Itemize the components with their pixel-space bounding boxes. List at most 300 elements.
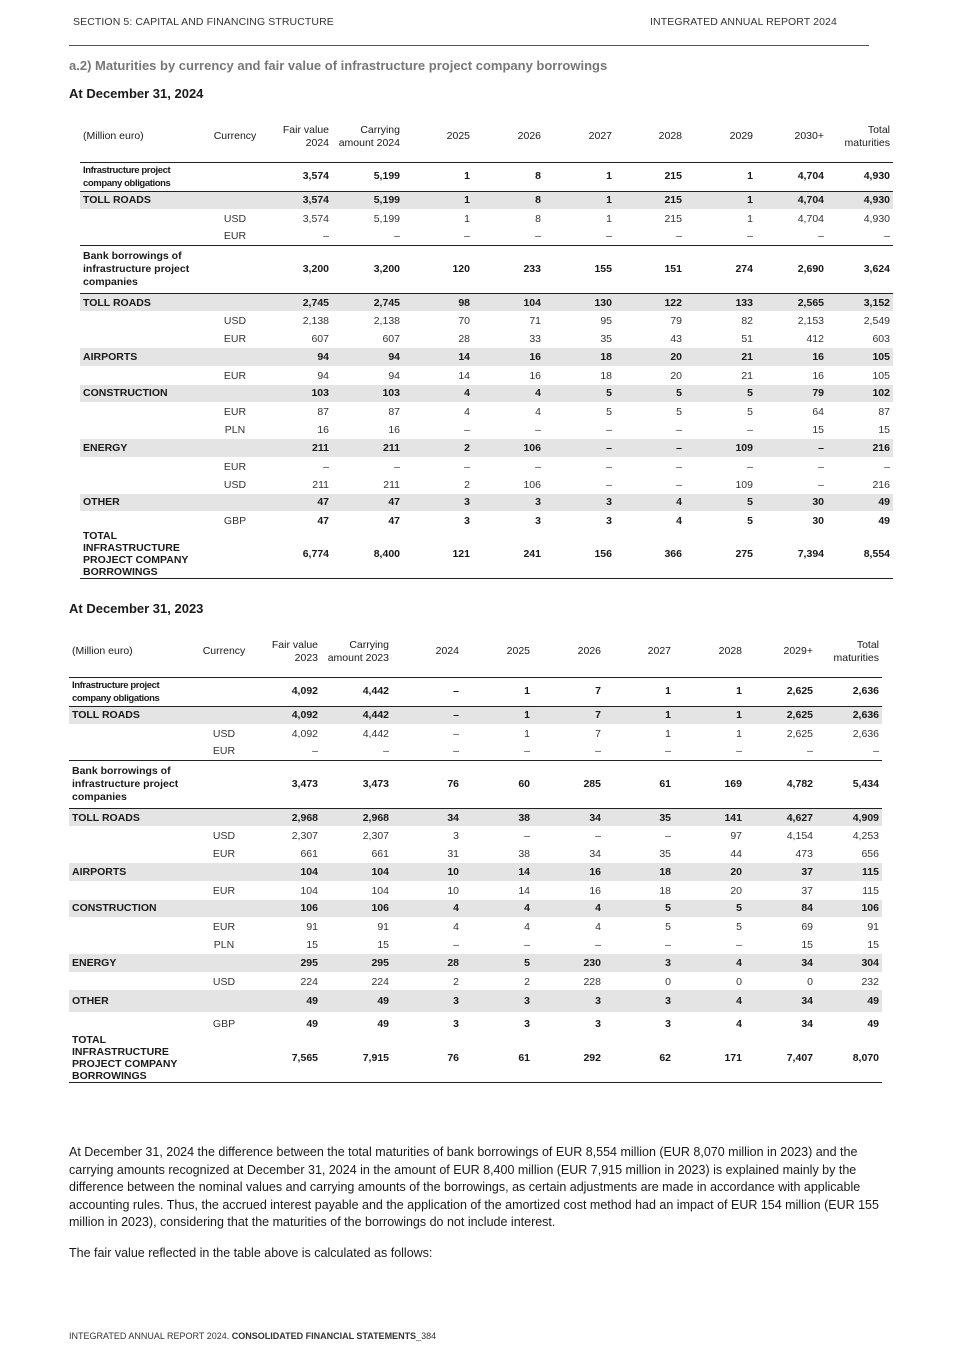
value-cell: 1 <box>604 706 674 724</box>
value-cell: 35 <box>604 809 674 827</box>
value-cell: 106 <box>816 900 882 918</box>
value-cell: – <box>323 230 329 243</box>
value-cell: 2,636 <box>852 727 879 740</box>
value-cell: 18 <box>544 348 615 366</box>
value-cell: 4 <box>595 921 601 934</box>
row-label: AIRPORTS <box>69 863 199 881</box>
value-cell: 34 <box>745 990 816 1012</box>
table-row <box>80 312 893 330</box>
column-header: Fair value 2024 <box>282 123 329 149</box>
currency-cell: PLN <box>213 938 235 951</box>
value-cell: 4,930 <box>863 170 890 182</box>
value-cell: 49 <box>306 1017 318 1030</box>
value-cell: 4,092 <box>249 706 321 724</box>
value-cell: 295 <box>321 954 392 972</box>
value-cell: – <box>818 230 824 243</box>
column-header: (Million euro) <box>83 130 144 143</box>
value-cell: – <box>524 938 530 951</box>
table-row <box>80 494 893 512</box>
value-cell: 3 <box>595 1017 601 1030</box>
running-header-report: INTEGRATED ANNUAL REPORT 2024 <box>650 16 837 28</box>
column-header: 2029 <box>729 130 753 143</box>
table-row <box>80 475 893 493</box>
value-cell: 4,154 <box>786 830 813 843</box>
value-cell: 211 <box>260 439 332 457</box>
table-row <box>80 403 893 421</box>
value-cell: – <box>394 230 400 243</box>
value-cell: 79 <box>756 385 827 403</box>
value-cell: 16 <box>317 423 329 436</box>
value-cell: 7 <box>533 706 604 724</box>
value-cell: 130 <box>544 294 615 312</box>
value-cell: 91 <box>306 921 318 934</box>
table-row <box>69 881 882 899</box>
value-cell: – <box>394 460 400 473</box>
value-cell: 7,565 <box>291 1052 318 1065</box>
value-cell: 1 <box>462 706 533 724</box>
currency-cell <box>210 162 260 191</box>
value-cell: – <box>606 460 612 473</box>
currency-cell: PLN <box>224 423 246 436</box>
currency-cell: GBP <box>212 1017 236 1030</box>
value-cell: 5,199 <box>373 212 400 225</box>
row-label <box>80 209 210 227</box>
value-cell: – <box>807 745 813 758</box>
value-cell: 102 <box>827 385 893 403</box>
value-cell: 304 <box>816 954 882 972</box>
value-cell: 8,400 <box>373 548 400 560</box>
value-cell: 473 <box>795 848 813 861</box>
row-label: TOLL ROADS <box>69 706 199 724</box>
value-cell: 2,138 <box>373 315 400 328</box>
footer-report-name: INTEGRATED ANNUAL REPORT 2024. <box>69 1331 230 1341</box>
value-cell: 275 <box>735 548 753 560</box>
currency-cell: EUR <box>212 884 236 897</box>
value-cell: – <box>818 478 824 491</box>
value-cell: 0 <box>807 975 813 988</box>
value-cell: 5 <box>604 900 674 918</box>
value-cell: 224 <box>300 975 318 988</box>
row-label <box>69 918 199 936</box>
table-row <box>69 724 882 742</box>
value-cell: 30 <box>756 494 827 512</box>
value-cell: 5 <box>747 406 753 419</box>
row-label <box>80 330 210 348</box>
table-row <box>69 900 882 918</box>
value-cell: 47 <box>260 494 332 512</box>
value-cell: 4,704 <box>797 170 824 182</box>
value-cell: 16 <box>473 348 544 366</box>
value-cell: 7,407 <box>786 1052 813 1065</box>
row-label <box>69 724 199 742</box>
value-cell: 91 <box>377 921 389 934</box>
currency-cell: GBP <box>223 515 247 528</box>
column-header: 2030+ <box>794 130 824 143</box>
value-cell: 79 <box>670 315 682 328</box>
value-cell: 49 <box>816 990 882 1012</box>
value-cell: – <box>676 478 682 491</box>
value-cell: 104 <box>249 863 321 881</box>
value-cell: 2,968 <box>321 809 392 827</box>
value-cell: 20 <box>670 369 682 382</box>
currency-cell <box>199 954 249 972</box>
value-cell: 1 <box>747 170 753 182</box>
value-cell: 51 <box>741 333 753 346</box>
table-row <box>80 294 893 312</box>
value-cell: 2 <box>403 439 473 457</box>
running-header-section: SECTION 5: CAPITAL AND FINANCING STRUCTURE <box>73 16 334 28</box>
value-cell: 2,625 <box>786 685 813 697</box>
value-cell: 47 <box>388 515 400 528</box>
value-cell: 412 <box>806 333 824 346</box>
table-row <box>69 706 882 724</box>
value-cell: 5 <box>747 515 753 528</box>
value-cell: 20 <box>615 348 685 366</box>
column-header: 2029+ <box>783 645 813 658</box>
value-cell: 49 <box>249 990 321 1012</box>
currency-cell <box>199 1034 249 1083</box>
value-cell: 105 <box>872 369 890 382</box>
value-cell: 0 <box>736 975 742 988</box>
value-cell: 34 <box>392 809 462 827</box>
value-cell: 133 <box>685 294 756 312</box>
currency-cell: EUR <box>212 745 236 758</box>
value-cell: 49 <box>867 1017 879 1030</box>
table-row <box>69 1034 882 1083</box>
column-header: 2024 <box>435 645 459 658</box>
value-cell: – <box>676 460 682 473</box>
table-row <box>80 246 893 294</box>
value-cell: – <box>544 439 615 457</box>
value-cell: 0 <box>665 975 671 988</box>
value-cell: 43 <box>670 333 682 346</box>
row-label <box>80 457 210 475</box>
value-cell: 18 <box>604 863 674 881</box>
value-cell: – <box>615 439 685 457</box>
value-cell: 3 <box>535 515 541 528</box>
value-cell: – <box>606 230 612 243</box>
table-row <box>69 1012 882 1034</box>
value-cell: 104 <box>321 863 392 881</box>
value-cell: 4 <box>533 900 604 918</box>
row-label <box>80 403 210 421</box>
value-cell: 4 <box>464 406 470 419</box>
column-header: Carrying amount 2024 <box>338 123 400 149</box>
value-cell: 2 <box>524 975 530 988</box>
table-row <box>80 366 893 384</box>
currency-cell: EUR <box>212 848 236 861</box>
value-cell: 8,070 <box>852 1052 879 1065</box>
table-row <box>69 677 882 706</box>
value-cell: 4,627 <box>745 809 816 827</box>
currency-cell <box>210 494 260 512</box>
value-cell: 4,092 <box>291 685 318 697</box>
value-cell: 1 <box>544 191 615 209</box>
value-cell: 106 <box>523 478 541 491</box>
value-cell: 3 <box>453 1017 459 1030</box>
row-label: TOTAL INFRASTRUCTURE PROJECT COMPANY BORROWINGS <box>72 1034 178 1083</box>
value-cell: 16 <box>529 369 541 382</box>
value-cell: 2,153 <box>797 315 824 328</box>
currency-cell <box>199 863 249 881</box>
value-cell: 5,199 <box>373 170 400 182</box>
value-cell: 115 <box>862 884 879 897</box>
value-cell: 87 <box>878 406 890 419</box>
table-row <box>80 512 893 530</box>
value-cell: – <box>453 727 459 740</box>
value-cell: 1 <box>524 727 530 740</box>
currency-cell: USD <box>212 830 236 843</box>
value-cell: – <box>524 745 530 758</box>
value-cell: – <box>747 230 753 243</box>
value-cell: 16 <box>533 863 604 881</box>
value-cell: 1 <box>524 685 530 697</box>
header-divider <box>69 45 869 46</box>
currency-cell <box>210 191 260 209</box>
table-2024-title: At December 31, 2024 <box>69 86 204 101</box>
value-cell: 4 <box>392 900 462 918</box>
value-cell: 661 <box>300 848 318 861</box>
table-row <box>69 742 882 760</box>
value-cell: 18 <box>600 369 612 382</box>
value-cell: 33 <box>529 333 541 346</box>
row-label: Infrastructure project company obligations <box>72 679 160 704</box>
maturities-table-2023 <box>69 627 882 1083</box>
currency-cell <box>199 677 249 706</box>
currency-cell <box>210 439 260 457</box>
column-header: Fair value 2023 <box>271 638 318 664</box>
value-cell: 211 <box>312 478 329 491</box>
value-cell: – <box>884 460 890 473</box>
section-subtitle: a.2) Maturities by currency and fair value of infrastructure project company borrowings <box>69 58 608 73</box>
currency-cell <box>210 246 260 294</box>
value-cell: – <box>535 230 541 243</box>
value-cell: 14 <box>458 369 470 382</box>
row-label <box>69 742 199 760</box>
value-cell: 28 <box>392 954 462 972</box>
value-cell: 15 <box>812 423 824 436</box>
value-cell: 3 <box>462 990 533 1012</box>
value-cell: – <box>756 439 827 457</box>
value-cell: 4,782 <box>786 778 813 791</box>
value-cell: 2,636 <box>852 685 879 697</box>
currency-cell: USD <box>223 212 247 225</box>
table-row <box>80 330 893 348</box>
value-cell: 4 <box>462 900 533 918</box>
value-cell: 49 <box>878 515 890 528</box>
value-cell: 2,307 <box>291 830 318 843</box>
value-cell: 1 <box>464 212 470 225</box>
value-cell: 156 <box>594 548 612 560</box>
value-cell: 105 <box>827 348 893 366</box>
value-cell: – <box>665 830 671 843</box>
value-cell: 292 <box>583 1052 601 1065</box>
value-cell: 5 <box>462 954 533 972</box>
row-label <box>80 512 210 530</box>
value-cell: 4,442 <box>362 685 389 697</box>
row-label <box>69 936 199 954</box>
value-cell: 15 <box>801 938 813 951</box>
value-cell: 155 <box>594 263 612 276</box>
value-cell: 230 <box>533 954 604 972</box>
value-cell: 2,307 <box>362 830 389 843</box>
value-cell: 31 <box>447 848 459 861</box>
value-cell: 141 <box>674 809 745 827</box>
value-cell: – <box>453 938 459 951</box>
value-cell: – <box>464 230 470 243</box>
maturities-table-2024 <box>80 112 893 579</box>
row-label: CONSTRUCTION <box>69 900 199 918</box>
value-cell: 16 <box>756 348 827 366</box>
row-label: Bank borrowings of infrastructure project companies <box>83 250 190 289</box>
value-cell: – <box>323 460 329 473</box>
value-cell: 5 <box>606 406 612 419</box>
value-cell: 49 <box>377 1017 389 1030</box>
column-header: Carrying amount 2023 <box>327 638 389 664</box>
table-row <box>80 209 893 227</box>
value-cell: 2,565 <box>756 294 827 312</box>
value-cell: 4,092 <box>291 727 318 740</box>
row-label: TOLL ROADS <box>69 809 199 827</box>
currency-cell <box>199 990 249 1012</box>
value-cell: 2,690 <box>797 263 824 276</box>
currency-cell <box>199 761 249 809</box>
value-cell: 4,704 <box>797 212 824 225</box>
value-cell: 661 <box>371 848 389 861</box>
value-cell: 94 <box>332 348 403 366</box>
fair-value-intro: The fair value reflected in the table above is calculated as follows: <box>69 1246 433 1260</box>
value-cell: 216 <box>827 439 893 457</box>
value-cell: 4 <box>615 494 685 512</box>
value-cell: 47 <box>332 494 403 512</box>
value-cell: 607 <box>311 333 329 346</box>
value-cell: 3 <box>606 515 612 528</box>
currency-cell <box>210 530 260 579</box>
value-cell: 3 <box>604 954 674 972</box>
value-cell: – <box>464 423 470 436</box>
table-row <box>69 972 882 990</box>
value-cell: 5 <box>665 921 671 934</box>
table-row <box>80 348 893 366</box>
value-cell: 115 <box>816 863 882 881</box>
value-cell: – <box>873 745 879 758</box>
value-cell: 3,624 <box>863 263 890 276</box>
row-label <box>69 972 199 990</box>
column-header: 2025 <box>506 645 530 658</box>
value-cell: 211 <box>332 439 403 457</box>
value-cell: 274 <box>735 263 753 276</box>
column-header: 2027 <box>588 130 612 143</box>
currency-cell <box>199 900 249 918</box>
value-cell: 34 <box>801 1017 813 1030</box>
value-cell: 4,704 <box>756 191 827 209</box>
row-label: ENERGY <box>80 439 210 457</box>
currency-cell: USD <box>223 315 247 328</box>
currency-cell <box>199 809 249 827</box>
value-cell: 71 <box>529 315 541 328</box>
value-cell: 37 <box>801 884 813 897</box>
value-cell: 211 <box>383 478 400 491</box>
value-cell: 69 <box>801 921 813 934</box>
value-cell: 2,625 <box>786 727 813 740</box>
value-cell: 2 <box>453 975 459 988</box>
currency-cell <box>199 706 249 724</box>
value-cell: 87 <box>317 406 329 419</box>
value-cell: 1 <box>736 727 742 740</box>
value-cell: 21 <box>741 369 753 382</box>
value-cell: 3,574 <box>302 212 329 225</box>
value-cell: 84 <box>745 900 816 918</box>
value-cell: 1 <box>685 191 756 209</box>
value-cell: 215 <box>615 191 685 209</box>
value-cell: 1 <box>736 685 742 697</box>
value-cell: 34 <box>745 954 816 972</box>
row-label <box>80 366 210 384</box>
value-cell: – <box>464 460 470 473</box>
value-cell: 49 <box>827 494 893 512</box>
value-cell: 3 <box>392 990 462 1012</box>
value-cell: 3,200 <box>302 263 329 276</box>
column-header: 2028 <box>658 130 682 143</box>
value-cell: 109 <box>685 439 756 457</box>
value-cell: 4 <box>676 515 682 528</box>
row-label <box>69 827 199 845</box>
value-cell: 98 <box>403 294 473 312</box>
value-cell: 37 <box>745 863 816 881</box>
value-cell: 14 <box>403 348 473 366</box>
value-cell: 2,625 <box>745 706 816 724</box>
value-cell: 4 <box>403 385 473 403</box>
table-row <box>69 954 882 972</box>
table-row <box>69 845 882 863</box>
row-label: AIRPORTS <box>80 348 210 366</box>
value-cell: 16 <box>388 423 400 436</box>
value-cell: 61 <box>518 1052 530 1065</box>
value-cell: 2,636 <box>816 706 882 724</box>
page-footer <box>69 1331 436 1341</box>
value-cell: 120 <box>452 263 470 276</box>
table-row <box>69 918 882 936</box>
column-header: 2026 <box>517 130 541 143</box>
value-cell: 35 <box>600 333 612 346</box>
value-cell: – <box>747 423 753 436</box>
value-cell: 7,394 <box>797 548 824 560</box>
currency-cell <box>210 385 260 403</box>
value-cell: 14 <box>518 884 530 897</box>
value-cell: 215 <box>664 212 682 225</box>
value-cell: 4,930 <box>827 191 893 209</box>
explanatory-paragraph: At December 31, 2024 the difference between the total maturities of bank borrowings of EUR 8,554 million (EUR 8,070 million in 2023) and the carrying amounts recognized at December 31, 2024 in the amount of EUR 8,400 million (EUR 7,915 million in 2023) is explained mainly by the difference between the nominal values and carrying amounts of the borrowings, as certain adjustments are made in accordance with applicable accounting rules. Thus, the accrued interest payable and the application of the amortized cost method had an impact of EUR 154 million (EUR 155 million in 2023), considering that the maturities of the borrowings do not include interest. <box>69 1145 879 1230</box>
value-cell: 2,138 <box>302 315 329 328</box>
value-cell: 76 <box>447 778 459 791</box>
value-cell: 3 <box>453 830 459 843</box>
value-cell: 106 <box>473 439 544 457</box>
row-label <box>80 475 210 493</box>
value-cell: 3 <box>604 990 674 1012</box>
column-header: 2027 <box>647 645 671 658</box>
value-cell: 224 <box>371 975 389 988</box>
value-cell: 3,574 <box>302 170 329 182</box>
value-cell: 2,549 <box>863 315 890 328</box>
table-row <box>69 761 882 809</box>
footer-section-name: CONSOLIDATED FINANCIAL STATEMENTS <box>231 1331 417 1341</box>
value-cell: 285 <box>583 778 601 791</box>
value-cell: 122 <box>615 294 685 312</box>
value-cell: – <box>676 230 682 243</box>
table-row <box>80 385 893 403</box>
value-cell: 106 <box>249 900 321 918</box>
table-row <box>80 439 893 457</box>
